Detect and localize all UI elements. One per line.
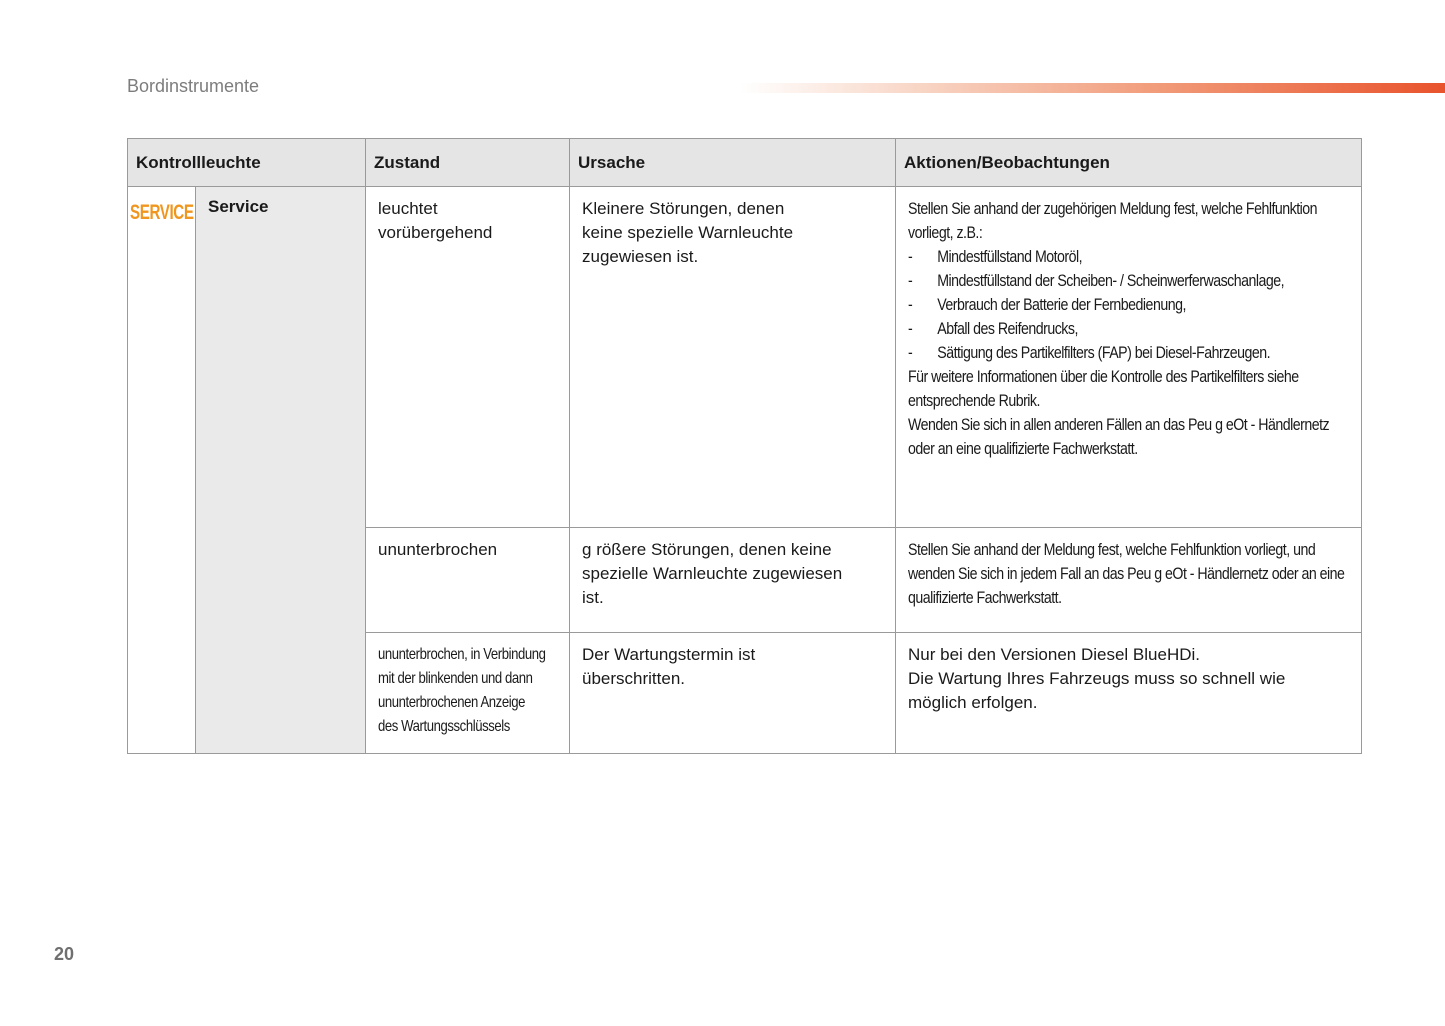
list-item: - Sättigung des Partikelfilters (FAP) bei Diesel-Fahrzeugen. xyxy=(908,341,1348,365)
cause-cell xyxy=(570,633,896,754)
warning-lights-table xyxy=(127,138,1362,754)
action-line: möglich erfolgen. xyxy=(908,693,1038,712)
header-aktionen: Aktionen/Beobachtungen xyxy=(896,139,1362,187)
action-outro: Für weitere Informationen über die Kontrolle des Partikelfilters siehe entsprechende Rubrik. xyxy=(908,368,1299,410)
cause-line: Der Wartungstermin ist xyxy=(582,645,756,664)
cause-cell xyxy=(570,528,896,633)
cause-line: zugewiesen ist. xyxy=(582,247,699,266)
lamp-icon-cell xyxy=(128,187,196,754)
action-cell xyxy=(896,633,1362,754)
lamp-name: Service xyxy=(196,187,366,754)
header-kontrollleuchte: Kontrollleuchte xyxy=(128,139,366,187)
table-row xyxy=(128,187,1362,528)
header-ursache: Ursache xyxy=(570,139,896,187)
action-cell xyxy=(896,528,1362,633)
action-list xyxy=(908,245,1348,365)
state-line: mit der blinkenden und dann xyxy=(378,670,533,687)
section-title: Bordinstrumente xyxy=(127,76,260,96)
table-header-row xyxy=(128,139,1362,187)
cause-line: spezielle Warnleuchte zugewiesen xyxy=(582,564,843,583)
state-line: vorübergehend xyxy=(378,223,493,242)
state-cell xyxy=(366,633,570,754)
action-intro: Stellen Sie anhand der zugehörigen Meldung fest, welche Fehlfunktion vorliegt, z.B.: xyxy=(908,200,1318,242)
page-number: 20 xyxy=(54,944,75,964)
cause-line: ist. xyxy=(582,588,604,607)
action-line: Nur bei den Versionen Diesel BlueHDi. xyxy=(908,645,1201,664)
action-outro: Wenden Sie sich in allen anderen Fällen an das Peu g eOt - Händlernetz oder an eine qualifizierte Fachwerkstatt. xyxy=(908,416,1330,458)
header-zustand: Zustand xyxy=(366,139,570,187)
cause-line: g rößere Störungen, denen keine xyxy=(582,540,832,559)
state-cell xyxy=(366,528,570,633)
list-item: - Abfall des Reifendrucks, xyxy=(908,317,1348,341)
state-line: ununterbrochenen Anzeige xyxy=(378,694,526,711)
service-warning-icon: SERVICE xyxy=(130,201,194,224)
action-cell xyxy=(896,187,1362,528)
header-accent-bar xyxy=(740,83,1445,93)
list-item: - Mindestfüllstand Motoröl, xyxy=(908,245,1348,269)
action-text: Stellen Sie anhand der Meldung fest, welche Fehlfunktion vorliegt, und wenden Sie sich in jedem Fall an das Peu g eOt - Händlernetz oder an eine qualifizierte Fachwerkstatt. xyxy=(908,541,1345,607)
state-cell xyxy=(366,187,570,528)
cause-line: Kleinere Störungen, denen xyxy=(582,199,785,218)
cause-cell xyxy=(570,187,896,528)
state-line: leuchtet xyxy=(378,199,438,218)
state-line: ununterbrochen, in Verbindung xyxy=(378,646,546,663)
cause-line: keine spezielle Warnleuchte xyxy=(582,223,794,242)
cause-line: überschritten. xyxy=(582,669,686,688)
list-item: - Verbrauch der Batterie der Fernbedienung, xyxy=(908,293,1348,317)
state-line: des Wartungsschlüssels xyxy=(378,718,510,735)
state-line: ununterbrochen xyxy=(378,540,498,559)
action-line: Die Wartung Ihres Fahrzeugs muss so schnell wie xyxy=(908,669,1286,688)
list-item: - Mindestfüllstand der Scheiben- / Scheinwerferwaschanlage, xyxy=(908,269,1348,293)
